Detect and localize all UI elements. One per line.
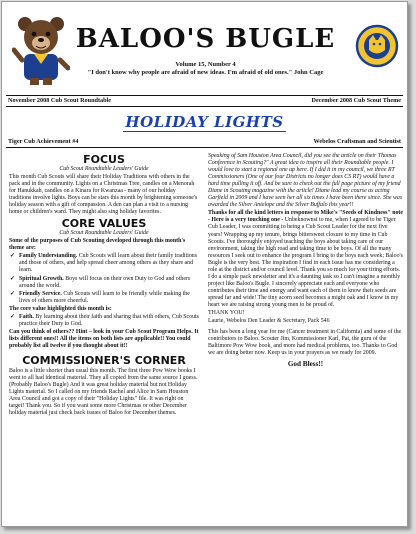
core-values-list <box>9 253 199 304</box>
newsletter-page <box>1 1 408 527</box>
focus-text: This month Cub Scouts will share their Holiday Traditions with others in the pack and in the community. Lights on a Christmas Tree, candles on a Menorah for Hanukkah, candles on a Kinara for Kwanzaa - many of our holiday traditions involve lights. Boys can be stars this month by brightening someone's holiday season with a gift of compassion. A den can plan a visit to a nursing home or children's ward. They might also sing holiday favorites. <box>9 174 198 216</box>
masthead <box>6 6 405 97</box>
dateline-rule <box>6 106 403 107</box>
masthead-rule <box>6 95 403 96</box>
core-highlight-intro: The core value highlighted this month is: <box>9 305 112 312</box>
core-value-item: ✓ Spiritual Growth. Boys will focus on their own Duty to God and others around the world. <box>19 276 199 290</box>
dateline <box>8 97 401 104</box>
think-text: Can you think of others?? Hint – look in your Cub Scout Program Helps. It lists different ones!! All the items on both lists are applicable!! You could probably list all twelve if you thought about it!! <box>9 328 199 349</box>
sam-houston-paragraph: Speaking of Sam Houston Area Council, did you see the article on their Thomas Conference in Scouting?" A great idea to inspire all their Roundtable people. I would love to start a regional one up here. If I did it in my council, we three RT Commissioners (One of our four Districts no longer does CS RT) would have a hard time pulling it off. And be sure to check out the full page picture of my friend Diane in Scouting magazine with the article! Diane lead my course as acting Garfield in 2009 and I have seen her all six times I have been there since. She was awarded the Silver Antelope and the Silver Buffalo this year!! <box>208 153 403 209</box>
tiger-achievement: Tiger Cub Achievement #4 <box>8 138 79 145</box>
focus-heading: FOCUS <box>83 153 125 166</box>
theme-banner <box>2 113 407 131</box>
kindness-letter: Thanks for all the kind letters in response to Mike's "Seeds of Kindness" note - Here is a very touching one - Unbeknownst to me, when I agreed to be Tiger Cub Leader, I was committing to being a Cub Scout Leader for the next five years! Wrapping up my tenure, brings bittersweet closure to my time in Cub Scouts. I've thoroughly enjoyed teaching the boys about taking care of our environment, taking the high road and taking time to be boys. Of all the many resources I seek out to enhance the program I bring to the boys each week; Baloo's Bugle is the very best. The inspiration I find in each issue has me considering a role at the district and/or council level. Thank you so much for your tiring efforts. I do a simple pack newsletter and it's a daunting task so I can't imagine a monthly project like Baloo's Bugle. I sincerely appreciate each and everyone who contributes their time and energy and want each of them to know their seeds are spread far and wide! The tiny acorn seed becomes a might oak and I know in my heart we are raising strong young men to be proud of. <box>208 210 404 308</box>
theme-date: December 2008 Cub Scout Theme <box>311 97 401 104</box>
commissioners-corner-heading: COMMISSIONER'S CORNER <box>22 353 186 367</box>
letter-signature: Laurie, Webelos Den Leader & Secretary, Pack 546 <box>208 318 330 325</box>
core-value-item: ✓ Faith. By learning about their faith and sharing that with others, Cub Scouts practice their Duty to God. <box>19 314 199 328</box>
masthead-quote: "I don't know why people are afraid of new ideas. I'm afraid of old ones." John Cage <box>87 69 324 76</box>
focus-source: Cub Scout Roundtable Leaders' Guide <box>59 166 149 172</box>
core-values-heading: CORE VALUES <box>61 217 147 231</box>
newsletter-title: BALOO'S BUGLE <box>75 24 336 54</box>
achievement-line <box>8 138 401 145</box>
cub-scout-badge-logo <box>355 24 399 68</box>
god-bless-closing: God Bless!! <box>287 360 324 369</box>
theme-rule <box>6 147 403 148</box>
right-column <box>208 152 403 368</box>
volume-number: Volume 15, Number 4 <box>175 61 236 68</box>
left-column <box>9 152 199 417</box>
core-values-source: Cub Scout Roundtable Leaders' Guide <box>59 230 149 237</box>
core-highlight-list <box>9 314 199 328</box>
core-value-item: ✓ Friendly Service. Cub Scouts will learn to be friendly while making the lives of others more cheerful. <box>19 291 199 305</box>
webelos-pins: Webelos Craftsman and Scientist <box>313 138 401 145</box>
core-value-item: ✓ Family Understanding. Cub Scouts will learn about their family traditions and those of others, and help spread cheer among others as they share and learn. <box>19 253 199 274</box>
commissioners-corner-text: Baloo is a little shorter than usual this month. The first three Pow Wow books I went to all had identical material. They all copied from the same source I guess. (Probably Baloo's Bugle) And it was great holiday material but not Holiday Lights material. So I called on my friends Rachel and Alice in Sam Houston Area Council and got a copy of their "Holiday Lights" file. It was right on target! Thank you. So if you want some more Christmas or other December holiday material just check back issues of Baloo for December themes. <box>9 367 198 417</box>
roundtable-date: November 2008 Cub Scout Roundtable <box>8 97 112 104</box>
core-values-intro: Some of the purposes of Cub Scouting developed through this month's theme are: <box>9 238 186 252</box>
long-year-paragraph: This has been a long year for me (Cancer treatment in California) and some of the contributors to Baloo. Scouter Jim, Kommissioner Karl, Pat, the guru of the Baltimore Pow Wow book, and more had medical problems, too. Thanks to God we are doing better now. Keep us in your prayers as we ready for 2009. <box>208 329 402 357</box>
theme-title: HOLIDAY LIGHTS <box>125 113 284 131</box>
thank-you-line: THANK YOU! <box>208 310 245 317</box>
